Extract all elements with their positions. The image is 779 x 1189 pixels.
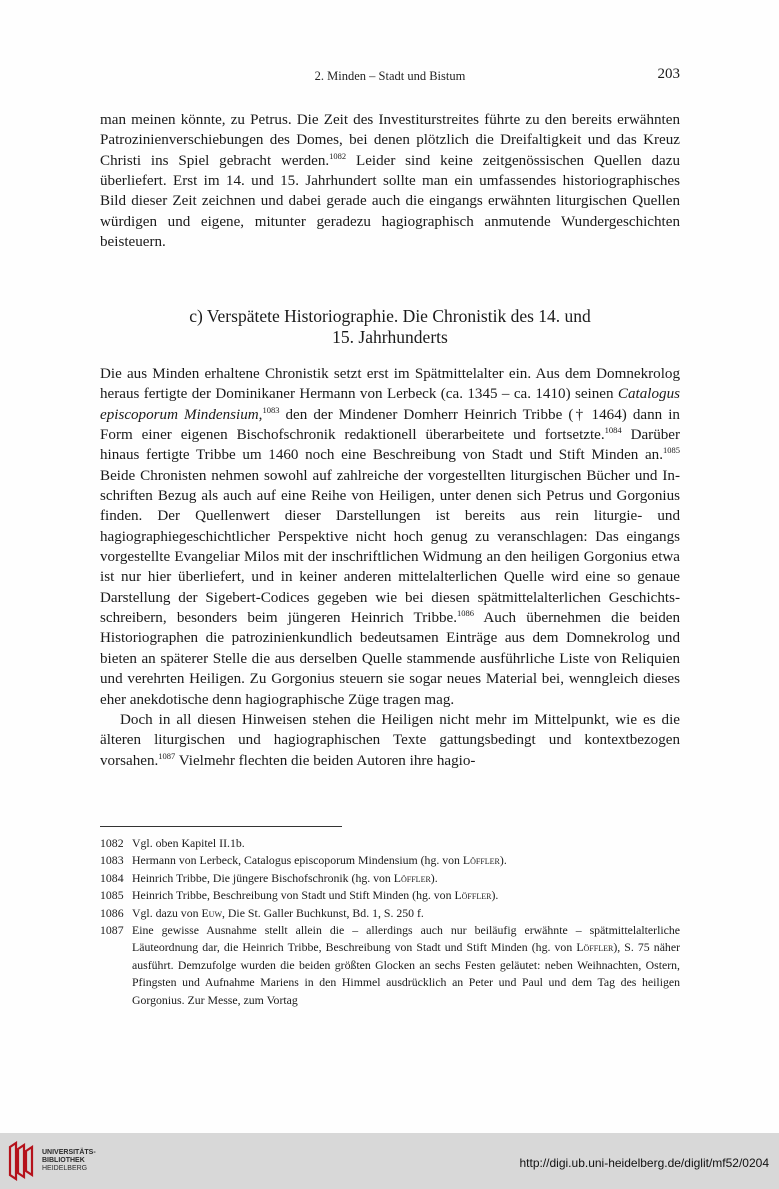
footnote-number: 1087 bbox=[100, 923, 124, 938]
paragraph-text: Doch in all diesen Hinweisen stehen die Heiligen nicht mehr im Mittelpunkt, wie es die älteren liturgischen und hagiographischen Texte gattungsbedingt und kontextbezogen vorsahen. bbox=[100, 711, 680, 769]
paragraph-text: den der Mindener Domherr Heinrich Tribbe († 1464) dann in Form einer eigenen Bischofschronik redaktionell überarbeitete und fortsetzte. bbox=[100, 406, 680, 444]
footnotes bbox=[100, 835, 680, 1009]
footnote-reference[interactable]: 1084 bbox=[604, 425, 622, 436]
footnote-text-part: ). bbox=[491, 888, 499, 903]
footnote-text bbox=[132, 887, 680, 904]
footnote-text bbox=[132, 870, 680, 887]
library-name-line: UNIVERSITÄTS- bbox=[42, 1149, 96, 1156]
section-heading bbox=[100, 306, 680, 348]
footnote-text-part: Heinrich Tribbe, Beschreibung von Stadt und Stift Minden (hg. von bbox=[132, 888, 455, 903]
paragraph-text: Darüber hinaus fertigte Tribbe um 1460 noch eine Beschreibung von Stadt und Stift Minden an. bbox=[100, 427, 681, 464]
footnote-number: 1083 bbox=[100, 853, 124, 868]
footnote-reference[interactable]: 1083 bbox=[262, 404, 280, 415]
paragraph-text: Vielmehr flechten die beiden Autoren ihre hagio- bbox=[175, 752, 476, 769]
paragraph-text: Auch übernehmen die beiden Historiographen die patrozinienkundlich bedeutsamen Einträge aus dem Domnekrolog und bieten an späterer Stelle die aus derselben Quelle stammende ausführliche Liste von Reliquien und verehrten Heiligen. Zu Gorgonius steuern sie sogar neues Material bei, wenngleich dieses eher anekdotische denn hagiographische Züge tragen mag. bbox=[100, 610, 680, 708]
body-paragraph bbox=[100, 364, 680, 710]
paragraph-text: Leider sind keine zeitgenössischen Quellen dazu überliefert. Erst im 14. und 15. Jahrhundert sollte man ein umfassendes historiographisches Bild dieser Zeit zeichnen und dabei gerade auch die eingangs erwähnten liturgischen Quellen würdigen und eigene, mitunter geradezu hagiographisch anmutende Wundergeschichten beisteuern. bbox=[100, 152, 680, 251]
author-name: Löffler bbox=[454, 888, 492, 903]
body-paragraph bbox=[100, 710, 680, 771]
author-name: Löffler bbox=[393, 870, 431, 885]
footnote-reference[interactable]: 1087 bbox=[158, 750, 176, 761]
footnote bbox=[100, 922, 680, 1009]
body-paragraph-2-block bbox=[100, 364, 680, 771]
author-name: Euw bbox=[201, 905, 223, 920]
footnote-text-part: Vgl. dazu von bbox=[132, 905, 202, 920]
footnote-text-part: ). bbox=[499, 853, 507, 868]
paragraph-text: Beide Chronisten nehmen sowohl auf zahlreiche der vorgestellten liturgischen Bücher und Inschriften Bezug als auch auf eine Reihe von Heiligen, unter denen sich Petrus und Gorgonius finden. Der Quellenwert dieser Darstellungen ist bereits aus rein liturgie- und hagiographiegeschichtlicher Perspektive nicht hoch genug zu veranschlagen: Das eingangs vorgestellte Evangeliar Milos mit der inschriftlichen Widmung an den heiligen Gorgonius etwa ist nur hier überliefert, und in keiner anderen mittelalterlichen Quelle wird eine so genaue Darstellung der Sigebert-Codices gegeben wie bei diesen spätmittelalterlichen Geschichtsschreibern, besonders beim jüngeren Heinrich Tribbe. bbox=[100, 467, 680, 627]
footnote-reference[interactable]: 1082 bbox=[329, 150, 347, 161]
footnote bbox=[100, 870, 680, 887]
footnote-reference[interactable]: 1085 bbox=[663, 445, 680, 456]
section-heading-line-2: 15. Jahrhunderts bbox=[332, 327, 448, 347]
library-name-line: BIBLIOTHEK bbox=[42, 1157, 85, 1164]
footnote-text-part: Heinrich Tribbe, Die jüngere Bischofschronik (hg. von bbox=[132, 870, 394, 885]
footnote-divider bbox=[100, 826, 342, 827]
library-name-line: HEIDELBERG bbox=[42, 1165, 88, 1172]
footnote-number: 1086 bbox=[100, 905, 124, 920]
permalink-url[interactable]: http://digi.ub.uni-heidelberg.de/diglit/mf52/0204 bbox=[519, 1156, 769, 1170]
work-title: Catalogus episcoporum Mindensium, bbox=[100, 386, 680, 423]
footnote-text bbox=[132, 852, 680, 869]
footnote-text-part: ), S. 75 näher ausführt. Demzufolge wurden die beiden größten Glocken an sechs Festen geläutet: neben Weihnachten, Ostern, Pfingsten und Aufnahme Mariens in den Himmel ausdrücklich an Peter und Paul und dem Tag des heiligen Gorgonius. Zur Messe, zum Vortag bbox=[132, 940, 681, 1007]
footnote bbox=[100, 852, 680, 869]
footnote-text bbox=[132, 922, 680, 1009]
footnote-text-part: , Die St. Galler Buchkunst, Bd. 1, S. 250 f. bbox=[222, 905, 424, 920]
body-paragraph-1-block bbox=[100, 110, 680, 252]
footnote-text bbox=[132, 905, 680, 922]
footnote-text-part: Eine gewisse Ausnahme stellt allein die – allerdings auch nur beiläufig erwähnte – spätmittelalterliche Läuteordnung dar, die Heinrich Tribbe, Beschreibung von Stadt und Stift Minden (hg. von bbox=[132, 923, 680, 955]
running-title: 2. Minden – Stadt und Bistum bbox=[314, 69, 466, 83]
footnote bbox=[100, 835, 680, 852]
section-heading-line-1: c) Verspätete Historiographie. Die Chronistik des 14. und bbox=[189, 306, 591, 326]
author-name: Löffler bbox=[576, 940, 614, 955]
university-library-logo-icon[interactable] bbox=[8, 1141, 38, 1181]
footnote-reference[interactable]: 1086 bbox=[457, 608, 475, 619]
footnote-number: 1082 bbox=[100, 836, 124, 850]
footnote-text-part: Hermann von Lerbeck, Catalogus episcoporum Mindensium (hg. von bbox=[132, 853, 463, 868]
page-header bbox=[100, 66, 680, 88]
footnote bbox=[100, 905, 680, 922]
footnote-text bbox=[132, 835, 680, 852]
body-paragraph bbox=[100, 110, 680, 252]
footnote-number: 1084 bbox=[100, 870, 124, 885]
library-name bbox=[42, 1149, 96, 1173]
footnote-number: 1085 bbox=[100, 888, 124, 903]
paragraph-text: Die aus Minden erhaltene Chronistik setzt erst im Spätmittelalter ein. Aus dem Domnekrolog heraus fertigte der Dominikaner Hermann von Lerbeck (ca. 1345 – ca. 1410) seinen bbox=[100, 366, 680, 403]
viewer-footer bbox=[0, 1133, 779, 1189]
paragraph-text: man meinen könnte, zu Petrus. Die Zeit des Investiturstreites führte zu den bereits erwähnten Patrozinienverschiebungen des Domes, bei denen plötzlich die Dreifaltigkeit und das Kreuz Christi ins Spiel gebracht werden. bbox=[100, 112, 680, 169]
page-number: 203 bbox=[657, 66, 680, 82]
footnote-text-part: Vgl. oben Kapitel II.1b. bbox=[132, 836, 245, 850]
footnote-text-part: ). bbox=[430, 870, 438, 885]
footnote bbox=[100, 887, 680, 904]
author-name: Löffler bbox=[462, 853, 500, 868]
